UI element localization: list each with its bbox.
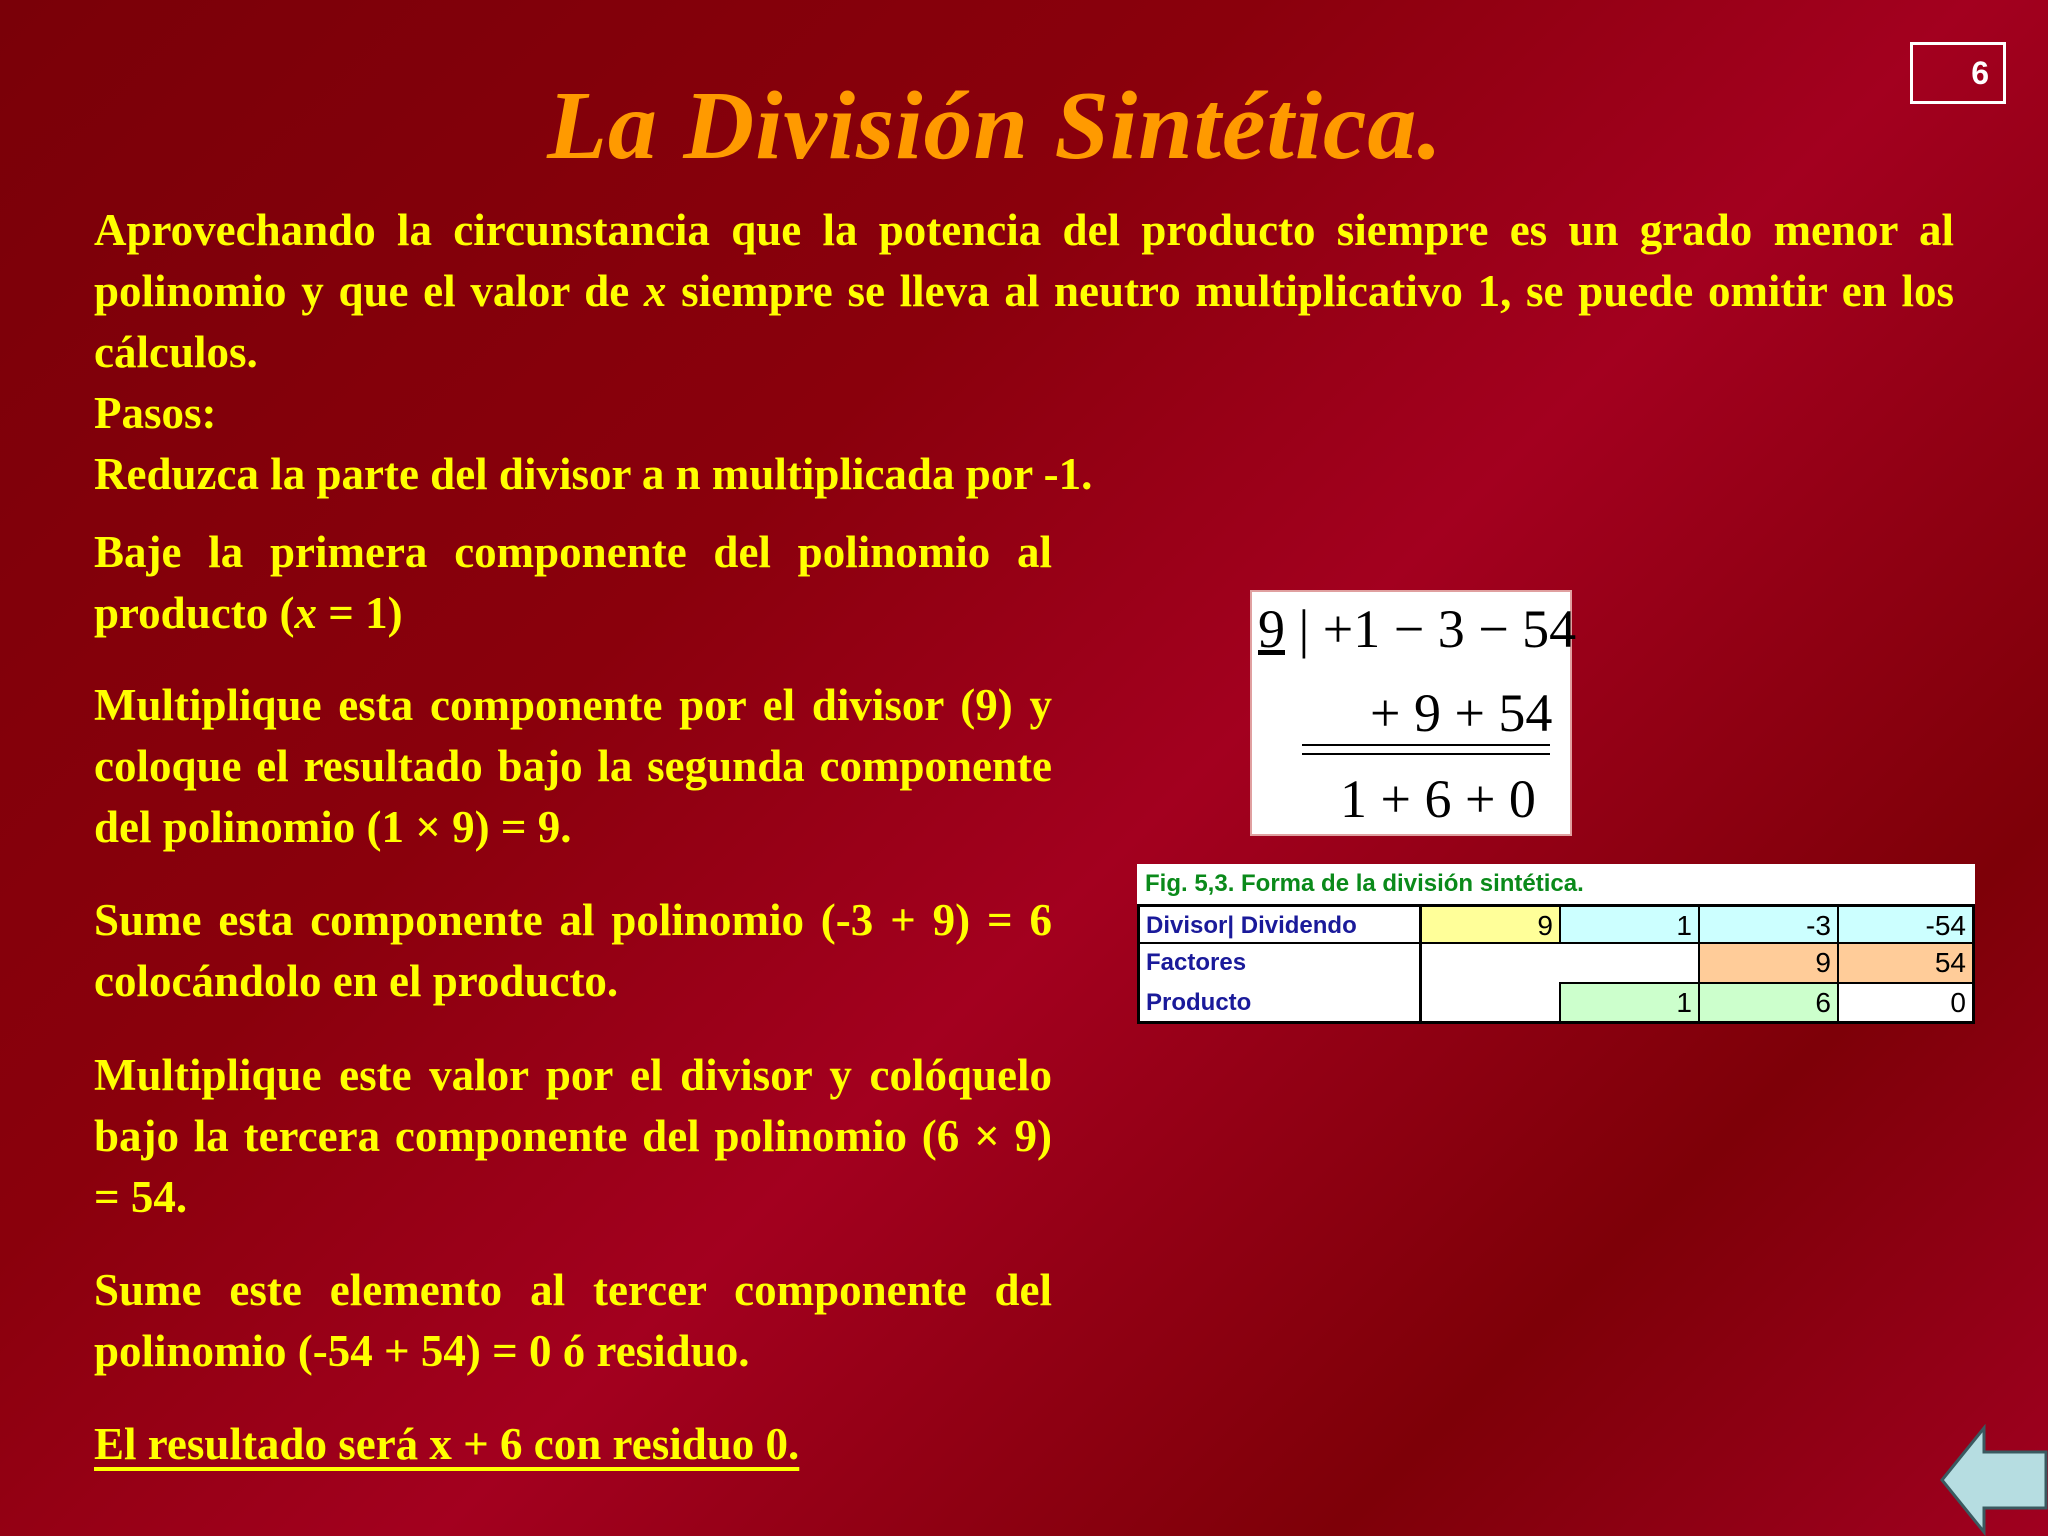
back-arrow-icon[interactable] [1938,1424,2048,1536]
table-cell-residue: 0 [1837,984,1975,1024]
synthetic-division-formula [1250,590,1577,836]
table-cell-dividend-2: -3 [1698,904,1837,944]
step-baje [94,522,1052,644]
formula-row-dividend [1258,598,1576,660]
step-sume-1: Sume esta componente al polinomio (-3 + 9) = 6 colocándolo en el producto. [94,895,1052,1006]
intro-text-b: siempre se lleva al neutro multiplicativo 1, se puede omitir en los cálculos. [94,266,1954,377]
step-multiplique-1: Multiplique esta componente por el divisor (9) y coloque el resultado bajo la segunda componente del polinomio (1 × 9) = 9. [94,680,1052,852]
table-cell-product-empty [1419,984,1559,1024]
formula-double-line [1302,744,1550,755]
slide-number: 6 [1910,42,2006,104]
step-baje-a: Baje la primera componente del polinomio al producto ( [94,527,1052,638]
formula-dividend: | +1 − 3 − 54 [1298,599,1577,659]
table-cell-product-1: 1 [1559,984,1698,1024]
formula-row-factors: + 9 + 54 [1370,683,1553,743]
step-baje-b: = 1) [316,588,403,638]
table-row-label-divisor: Divisor| Dividendo [1137,904,1419,944]
intro-text [94,200,1954,505]
intro-paragraph [94,200,1954,383]
table-row-label-factores: Factores [1137,944,1419,984]
table-cell-dividend-1: 1 [1559,904,1698,944]
table-cell-factor-empty-2 [1559,944,1698,984]
result-text: El resultado será x + 6 con residuo 0. [94,1419,800,1469]
table-row-label-producto: Producto [1137,984,1419,1024]
table-cell-factor-1: 9 [1698,944,1837,984]
pasos-heading: Pasos: [94,388,217,438]
table-cell-product-2: 6 [1698,984,1837,1024]
formula-row-product: 1 + 6 + 0 [1340,769,1536,829]
synthetic-division-table [1137,864,1975,1024]
step-multiplique-2: Multiplique este valor por el divisor y colóquelo bajo la tercera componente del polinomio (6 × 9) = 54. [94,1050,1052,1222]
table-cell-factor-2: 54 [1837,944,1975,984]
table-cell-dividend-3: -54 [1837,904,1975,944]
table-cell-factor-empty-1 [1419,944,1559,984]
intro-text-a: Aprovechando la circunstancia que la potencia del producto siempre es un grado menor al polinomio y que el valor de [94,205,1954,316]
slide-title: La División Sintética. [547,72,1443,180]
intro-variable: x [643,266,667,316]
step-sume-2: Sume este elemento al tercer componente del polinomio (-54 + 54) = 0 ó residuo. [94,1265,1052,1376]
table-cell-divisor: 9 [1419,904,1559,944]
formula-divisor: 9 [1258,599,1285,659]
step-reduzca: Reduzca la parte del divisor a n multiplicada por -1. [94,449,1093,499]
table-caption: Fig. 5,3. Forma de la división sintética. [1145,870,1584,897]
step-baje-variable: x [294,588,317,638]
